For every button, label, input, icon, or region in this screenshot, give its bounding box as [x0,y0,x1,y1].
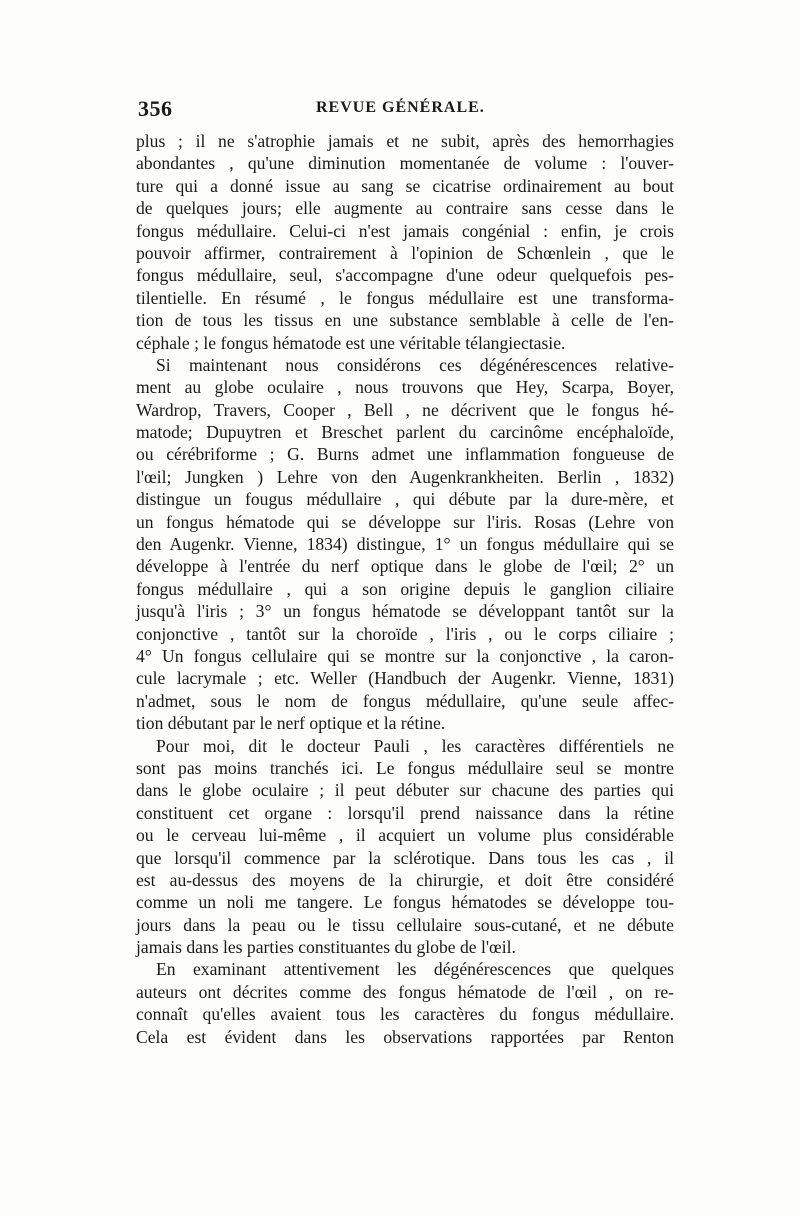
text-line: 4° Un fongus cellulaire qui se montre sur la conjonctive , la caron- [136,645,674,666]
text-line: ou cérébriforme ; G. Burns admet une inflammation fongueuse de [136,444,674,465]
page-header [138,96,678,124]
text-line: sont pas moins tranchés ici. Le fongus médullaire seul se montre [136,757,674,778]
text-line: Pour moi, dit le docteur Pauli , les caractères différentiels ne [156,735,674,756]
text-line: jusqu'à l'iris ; 3° un fongus hématode se développant tantôt sur la [136,601,674,622]
text-line: conjonctive , tantôt sur la choroïde , l'iris , ou le corps ciliaire ; [136,623,674,644]
text-line: distingue un fougus médullaire , qui débute par la dure-mère, et [136,489,674,510]
text-line: développe à l'entrée du nerf optique dans le globe de l'œil; 2° un [136,556,674,577]
text-line: tion débutant par le nerf optique et la rétine. [136,713,446,734]
text-line: jours dans la peau ou le tissu cellulaire sous-cutané, et ne débute [136,914,674,935]
text-line: connaît qu'elles avaient tous les caractères du fongus médullaire. [136,1004,674,1025]
text-line: de quelques jours; elle augmente au contraire sans cesse dans le [136,198,674,219]
text-line: plus ; il ne s'atrophie jamais et ne subit, après des hemorrhagies [136,131,674,151]
text-line: Wardrop, Travers, Cooper , Bell , ne décrivent que le fongus hé- [136,399,674,420]
running-head: REVUE GÉNÉRALE. [316,99,485,116]
text-line: comme un noli me tangere. Le fongus hématodes se développe tou- [136,892,674,913]
text-line: matode; Dupuytren et Breschet parlent du carcinôme encéphaloïde, [136,422,674,443]
text-line: dans le globe oculaire ; il peut débuter sur chacune des parties qui [136,780,674,801]
text-line: den Augenkr. Vienne, 1834) distingue, 1° un fongus médullaire qui se [136,534,674,555]
text-line: abondantes , qu'une diminution momentanée de volume : l'ouver- [136,153,674,174]
text-line: cule lacrymale ; etc. Weller (Handbuch der Augenkr. Vienne, 1831) [136,668,674,689]
text-line: ture qui a donné issue au sang se cicatrise ordinairement au bout [136,175,674,196]
text-line: En examinant attentivement les dégénérescences que quelques [156,959,674,980]
text-line: céphale ; le fongus hématode est une véritable télangiectasie. [136,332,566,353]
text-line: constituent cet organe : lorsqu'il prend naissance dans la rétine [136,802,674,823]
text-line: un fongus hématode qui se développe sur l'iris. Rosas (Lehre von [136,511,674,532]
page-number: 356 [138,96,173,121]
text-line: fongus médullaire, seul, s'accompagne d'une odeur quelquefois pes- [136,265,674,286]
text-line: fongus médullaire , qui a son origine depuis le ganglion ciliaire [136,578,674,599]
text-line: n'admet, sous le nom de fongus médullaire, qu'une seule affec- [136,690,674,711]
text-line: l'œil; Jungken ) Lehre von den Augenkrankheiten. Berlin , 1832) [136,466,674,487]
text-line: ou le cerveau lui-même , il acquiert un volume plus considérable [136,825,674,846]
text-line: fongus médullaire. Celui-ci n'est jamais congénial : enfin, je crois [136,220,674,241]
text-line: tion de tous les tissus en une substance semblable à celle de l'en- [136,310,674,331]
text-line: auteurs ont décrites comme des fongus hématode de l'œil , on re- [136,981,674,1002]
text-line: que lorsqu'il commence par la sclérotique. Dans tous les cas , il [136,847,674,868]
text-line: jamais dans les parties constituantes du globe de l'œil. [136,937,516,958]
text-line: ment au globe oculaire , nous trouvons que Hey, Scarpa, Boyer, [136,377,674,398]
text-line: Cela est évident dans les observations rapportées par Renton [136,1026,674,1047]
text-line: Si maintenant nous considérons ces dégénérescences relative- [156,354,674,375]
text-line: pouvoir affirmer, contrairement à l'opinion de Schœnlein , que le [136,242,674,263]
body-text [136,130,674,1048]
text-line: tilentielle. En résumé , le fongus médullaire est une transforma- [136,287,674,308]
text-line: est au-dessus des moyens de la chirurgie, et doit être considéré [136,869,674,890]
